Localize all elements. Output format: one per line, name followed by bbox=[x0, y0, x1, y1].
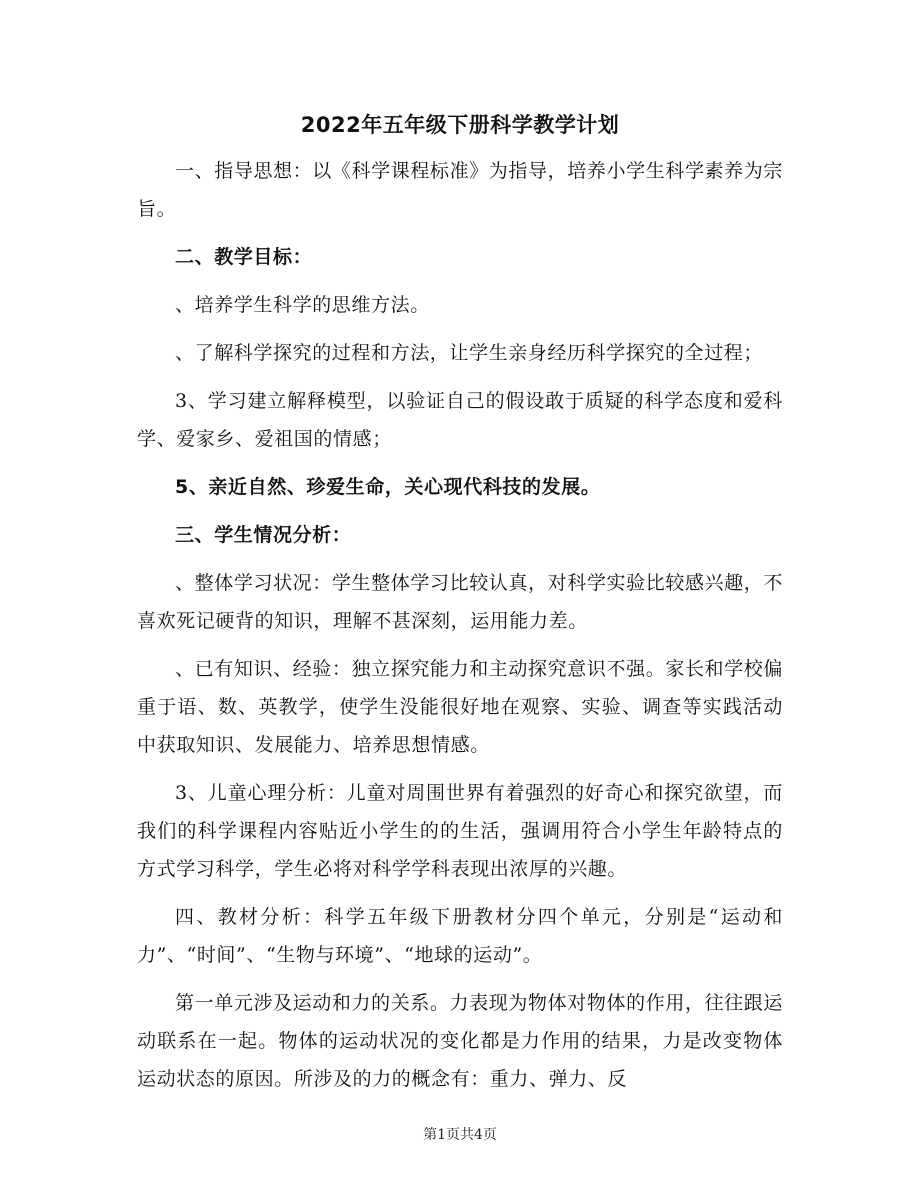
paragraph-goal-nature: 5、亲近自然、珍爱生命，关心现代科技的发展。 bbox=[175, 476, 601, 498]
paragraph-goal-model: 3、学习建立解释模型，以验证自己的假设敢于质疑的科学态度和爱科学、爱家乡、爱祖国的情感； bbox=[137, 390, 783, 450]
paragraph-goal-thinking: 、培养学生科学的思维方法。 bbox=[175, 294, 430, 316]
page-number-footer: 第1页共4页 bbox=[423, 1127, 497, 1143]
paragraph-goal-inquiry: 、了解科学探究的过程和方法，让学生亲身经历科学探究的全过程； bbox=[175, 342, 764, 364]
paragraph-guiding-thought: 一、指导思想：以《科学课程标准》为指导，培养小学生科学素养为宗旨。 bbox=[137, 160, 783, 220]
paragraph-prior-knowledge: 、已有知识、经验：独立探究能力和主动探究意识不强。家长和学校偏重于语、数、英教学，使学生没能很好地在观察、实验、调查等实践活动中获取知识、发展能力、培养思想情感。 bbox=[137, 658, 783, 756]
heading-student-analysis: 三、学生情况分析： bbox=[175, 524, 352, 546]
paragraph-psychology: 3、儿童心理分析：儿童对周围世界有着强烈的好奇心和探究欲望，而我们的科学课程内容贴近小学生的的生活，强调用符合小学生年龄特点的方式学习科学，学生必将对科学学科表现出浓厚的兴趣。 bbox=[137, 782, 783, 880]
document-title: 2022年五年级下册科学教学计划 bbox=[300, 113, 620, 137]
paragraph-textbook-analysis: 四、教材分析：科学五年级下册教材分四个单元，分别是“运动和力”、“时间”、“生物与环境”、“地球的运动”。 bbox=[137, 906, 783, 966]
paragraph-overall-status: 、整体学习状况：学生整体学习比较认真，对科学实验比较感兴趣，不喜欢死记硬背的知识，理解不甚深刻，运用能力差。 bbox=[137, 572, 783, 632]
document-body bbox=[137, 152, 783, 1108]
paragraph-unit-one: 第一单元涉及运动和力的关系。力表现为物体对物体的作用，往往跟运动联系在一起。物体的运动状况的变化都是力作用的结果，力是改变物体运动状态的原因。所涉及的力的概念有：重力、弹力、反 bbox=[137, 992, 783, 1090]
heading-teaching-goals: 二、教学目标： bbox=[175, 246, 313, 268]
